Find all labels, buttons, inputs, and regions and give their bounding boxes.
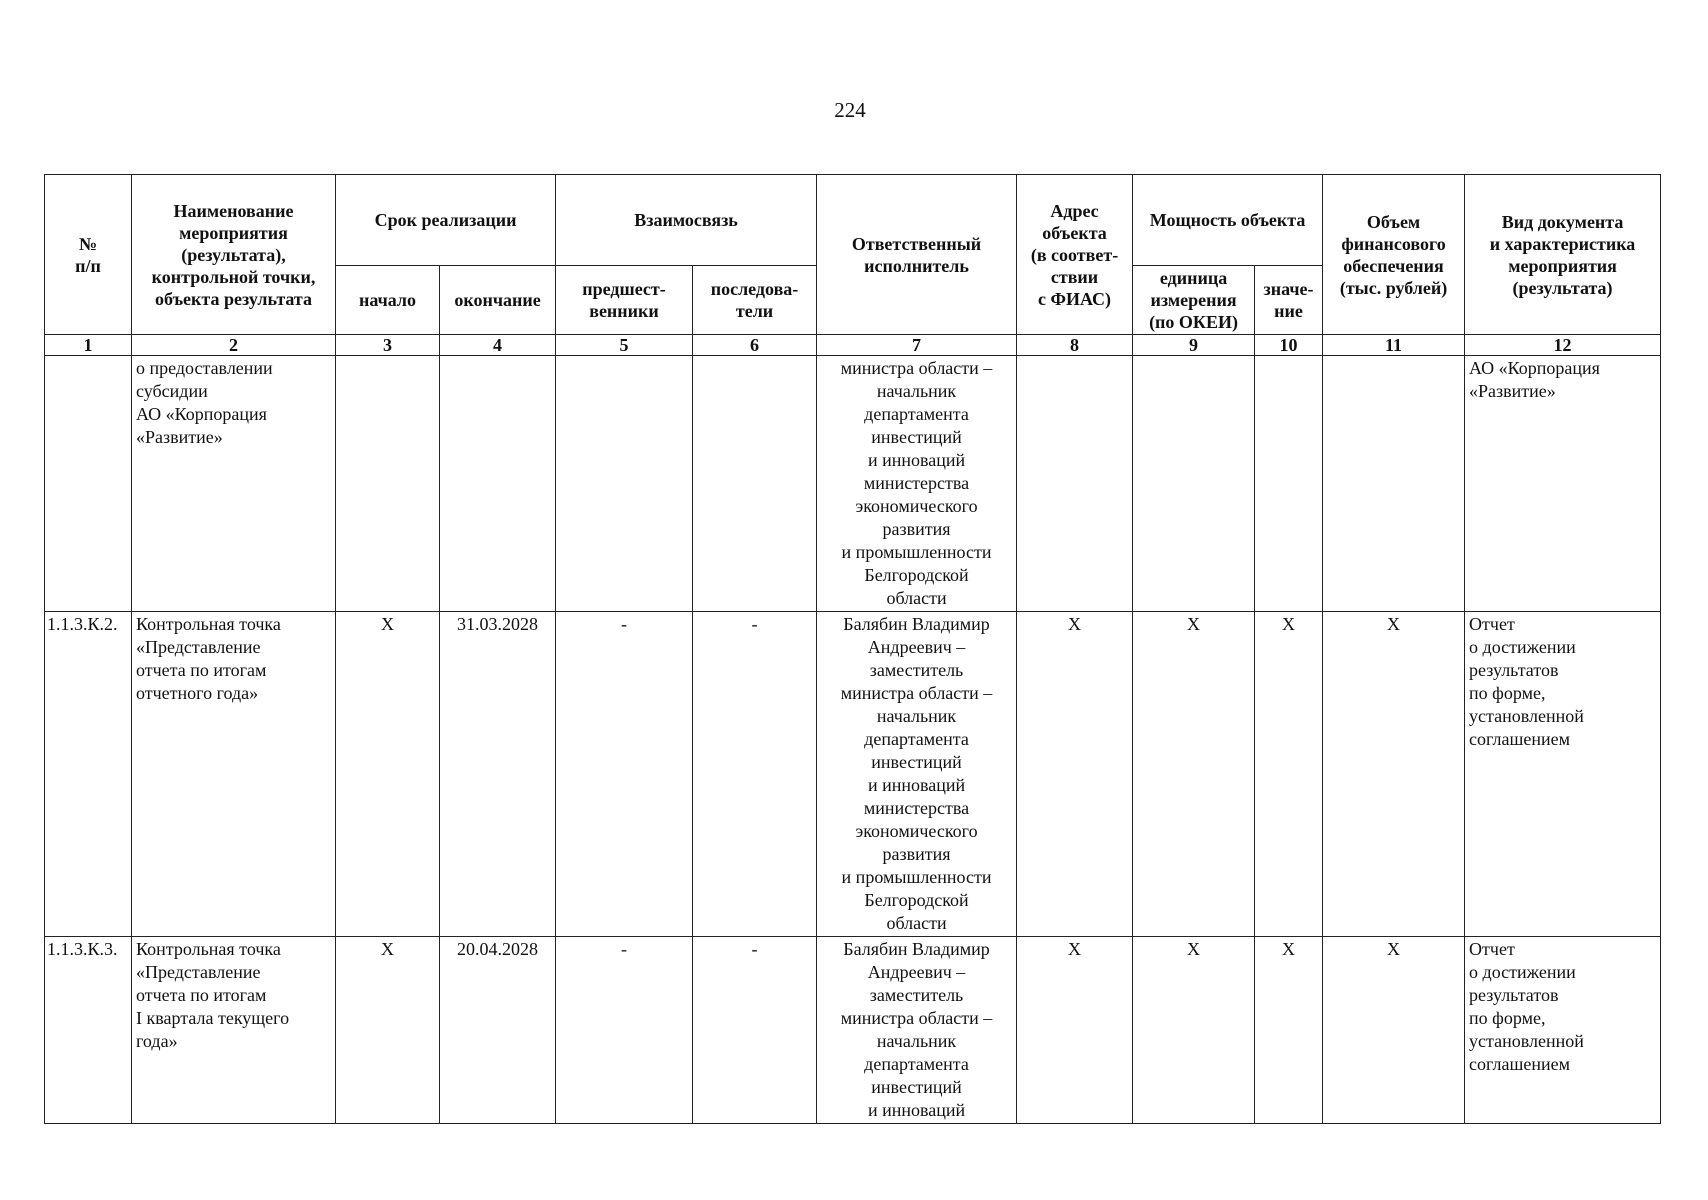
row-prev: - [556,937,693,1124]
row-address [1017,356,1133,612]
column-number: 12 [1465,335,1661,356]
row-doc: Отчет о достижении результатов по форме, установленной соглашением [1465,612,1661,937]
column-number: 2 [132,335,336,356]
column-number: 9 [1133,335,1255,356]
row-doc: АО «Корпорация «Развитие» [1465,356,1661,612]
column-number: 10 [1255,335,1323,356]
row-responsible: Балябин Владимир Андреевич – заместитель министра области – начальник департамента инвестиций и инноваций [817,937,1017,1124]
row-funding: X [1323,612,1465,937]
activities-table [44,174,1661,1124]
row-next: - [693,937,817,1124]
row-end [440,356,556,612]
column-number: 1 [45,335,132,356]
row-name: о предоставлении субсидии АО «Корпорация «Развитие» [132,356,336,612]
column-number: 8 [1017,335,1133,356]
column-number: 6 [693,335,817,356]
row-start: X [336,612,440,937]
column-number: 5 [556,335,693,356]
row-end: 20.04.2028 [440,937,556,1124]
header-responsible: Ответственный исполнитель [817,175,1017,335]
row-next: - [693,612,817,937]
row-funding [1323,356,1465,612]
row-unit: X [1133,612,1255,937]
header-doc-type: Вид документа и характеристика мероприятия (результата) [1465,175,1661,335]
column-number: 3 [336,335,440,356]
row-address: X [1017,937,1133,1124]
header-link: Взаимосвязь [556,175,817,266]
header-num: № п/п [45,175,132,335]
row-prev [556,356,693,612]
row-value [1255,356,1323,612]
row-value: X [1255,612,1323,937]
header-term-start: начало [336,266,440,335]
table-row [45,937,1661,1124]
column-number: 4 [440,335,556,356]
page-number: 224 [834,98,866,122]
column-number: 11 [1323,335,1465,356]
row-num: 1.1.3.К.3. [45,937,132,1124]
header-link-prev: предшест- венники [556,266,693,335]
row-end: 31.03.2028 [440,612,556,937]
header-capacity: Мощность объекта [1133,175,1323,266]
header-capacity-unit: единица измерения (по ОКЕИ) [1133,266,1255,335]
row-responsible: министра области – начальник департамента инвестиций и инноваций министерства экономического развития и промышленности Белгородской области [817,356,1017,612]
header-term-end: окончание [440,266,556,335]
row-unit [1133,356,1255,612]
table-row [45,612,1661,937]
header-row-1 [45,175,1661,266]
row-value: X [1255,937,1323,1124]
row-prev: - [556,612,693,937]
row-next [693,356,817,612]
row-address: X [1017,612,1133,937]
header-address: Адрес объекта (в соответ- ствии с ФИАС) [1017,175,1133,335]
row-responsible: Балябин Владимир Андреевич – заместитель министра области – начальник департамента инвестиций и инноваций министерства экономического развития и промышленности Белгородской области [817,612,1017,937]
row-start [336,356,440,612]
column-number: 7 [817,335,1017,356]
row-funding: X [1323,937,1465,1124]
header-funding: Объем финансового обеспечения (тыс. рублей) [1323,175,1465,335]
header-name: Наименование мероприятия (результата), контрольной точки, объекта результата [132,175,336,335]
header-term: Срок реализации [336,175,556,266]
row-start: X [336,937,440,1124]
row-num: 1.1.3.К.2. [45,612,132,937]
column-numbers-row [45,335,1661,356]
header-capacity-value: значе- ние [1255,266,1323,335]
row-unit: X [1133,937,1255,1124]
row-name: Контрольная точка «Представление отчета по итогам I квартала текущего года» [132,937,336,1124]
header-link-next: последова- тели [693,266,817,335]
row-num [45,356,132,612]
table-row [45,356,1661,612]
row-doc: Отчет о достижении результатов по форме, установленной соглашением [1465,937,1661,1124]
row-name: Контрольная точка «Представление отчета по итогам отчетного года» [132,612,336,937]
